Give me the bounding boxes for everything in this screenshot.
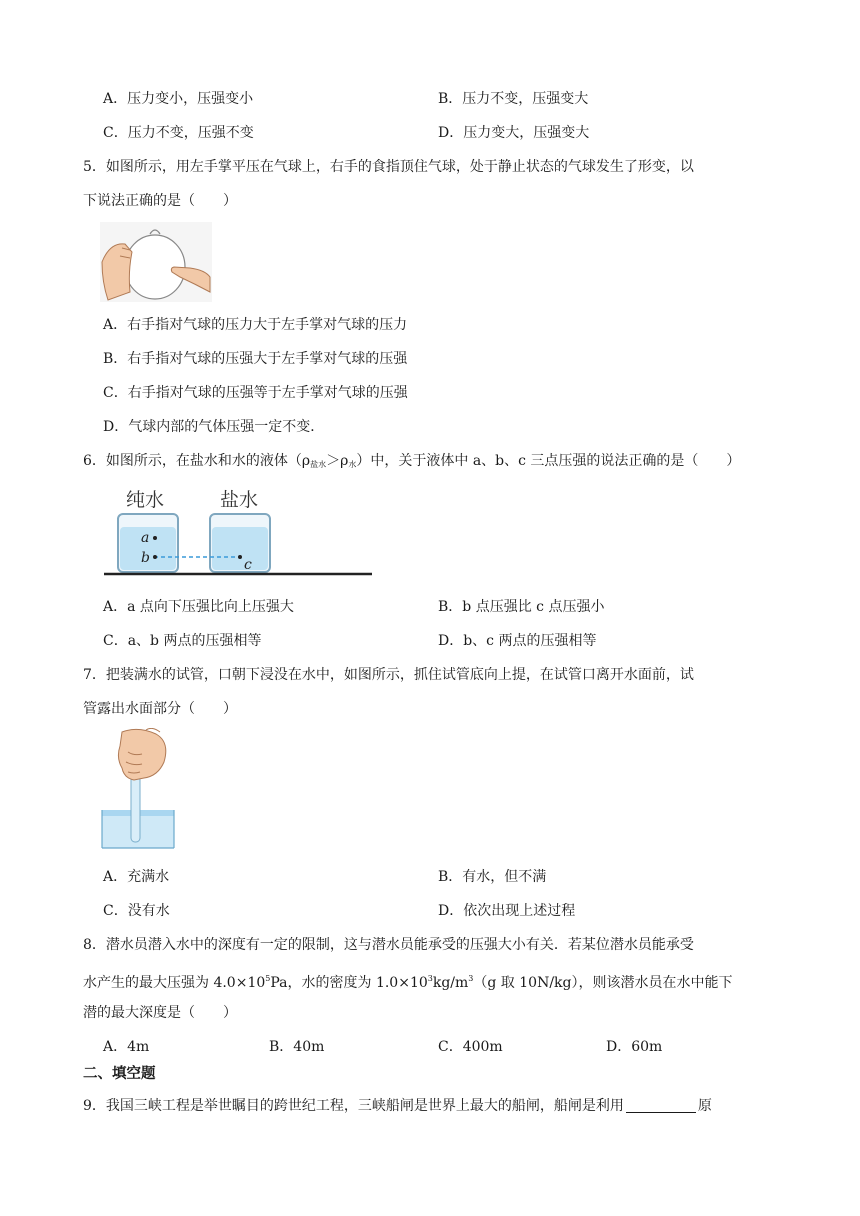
q6-stem: 6．如图所示，在盐水和水的液体$(\rho_{盐水}>\rho_水)$中，关于液体中 a、b、c 三点压强的说法正确的是（ ） bbox=[83, 453, 741, 469]
beakers-figure bbox=[100, 482, 372, 580]
point-a-label: a bbox=[141, 530, 150, 546]
q6-option-c: C．a、b 两点的压强相等 bbox=[103, 633, 262, 649]
q7-option-b: B．有水，但不满 bbox=[438, 869, 547, 885]
q4-option-b: B．压力不变，压强变大 bbox=[438, 91, 589, 107]
point-b-label: b bbox=[141, 550, 150, 566]
point-c-label: c bbox=[244, 557, 252, 573]
q8-option-a: A．4m bbox=[103, 1039, 150, 1055]
q4-option-c: C．压力不变，压强不变 bbox=[103, 125, 254, 141]
q7-option-d: D．依次出现上述过程 bbox=[438, 903, 576, 919]
label-salt-water: 盐水 bbox=[220, 489, 259, 511]
label-pure-water: 纯水 bbox=[126, 489, 165, 511]
q7-stem-line1: 7．把装满水的试管，口朝下浸没在水中，如图所示，抓住试管底向上提，在试管口离开水面前，试 bbox=[83, 667, 694, 683]
test-tube-figure bbox=[100, 728, 176, 850]
q7-option-c: C．没有水 bbox=[103, 903, 170, 919]
balloon-figure bbox=[100, 222, 212, 302]
q8-stem-line1: 8．潜水员潜入水中的深度有一定的限制，这与潜水员能承受的压强大小有关．若某位潜水员能承受 bbox=[83, 937, 694, 953]
q5-option-c: C．右手指对气球的压强等于左手掌对气球的压强 bbox=[103, 385, 408, 401]
q8-option-b: B．40m bbox=[269, 1039, 325, 1055]
q5-option-b: B．右手指对气球的压强大于左手掌对气球的压强 bbox=[103, 351, 408, 367]
q6-option-d: D．b、c 两点的压强相等 bbox=[438, 633, 597, 649]
q8-option-c: C．400m bbox=[438, 1039, 503, 1055]
q5-stem-line2: 下说法正确的是（ ） bbox=[83, 193, 237, 209]
q9-answer-blank[interactable] bbox=[626, 1098, 696, 1113]
q9-stem: 9．我国三峡工程是举世瞩目的跨世纪工程，三峡船闸是世界上最大的船闸，船闸是利用 原 bbox=[83, 1098, 712, 1114]
q4-option-a: A．压力变小，压强变小 bbox=[103, 91, 254, 107]
section-heading-fill-in: 二、填空题 bbox=[83, 1066, 156, 1082]
q7-stem-line2: 管露出水面部分（ ） bbox=[83, 701, 237, 717]
q6-option-b: B．b 点压强比 c 点压强小 bbox=[438, 599, 605, 615]
q8-option-d: D．60m bbox=[606, 1039, 663, 1055]
q5-stem-line1: 5．如图所示，用左手掌平压在气球上，右手的食指顶住气球，处于静止状态的气球发生了形变，以 bbox=[83, 159, 694, 175]
q8-stem-line2: 水产生的最大压强为 $4.0\times 10^5Pa$，水的密度为 $1.0\times 10^3kg/m^3(g$ 取 10N/kg），则该潜水员在水中能下 bbox=[83, 974, 733, 991]
q8-stem-line3: 潜的最大深度是（ ） bbox=[83, 1005, 237, 1021]
q4-option-d: D．压力变大，压强变大 bbox=[438, 125, 590, 141]
q5-option-d: D．气球内部的气体压强一定不变． bbox=[103, 419, 325, 435]
q6-option-a: A．a 点向下压强比向上压强大 bbox=[103, 599, 294, 615]
q7-option-a: A．充满水 bbox=[103, 869, 170, 885]
q5-option-a: A．右手指对气球的压力大于左手掌对气球的压力 bbox=[103, 317, 408, 333]
